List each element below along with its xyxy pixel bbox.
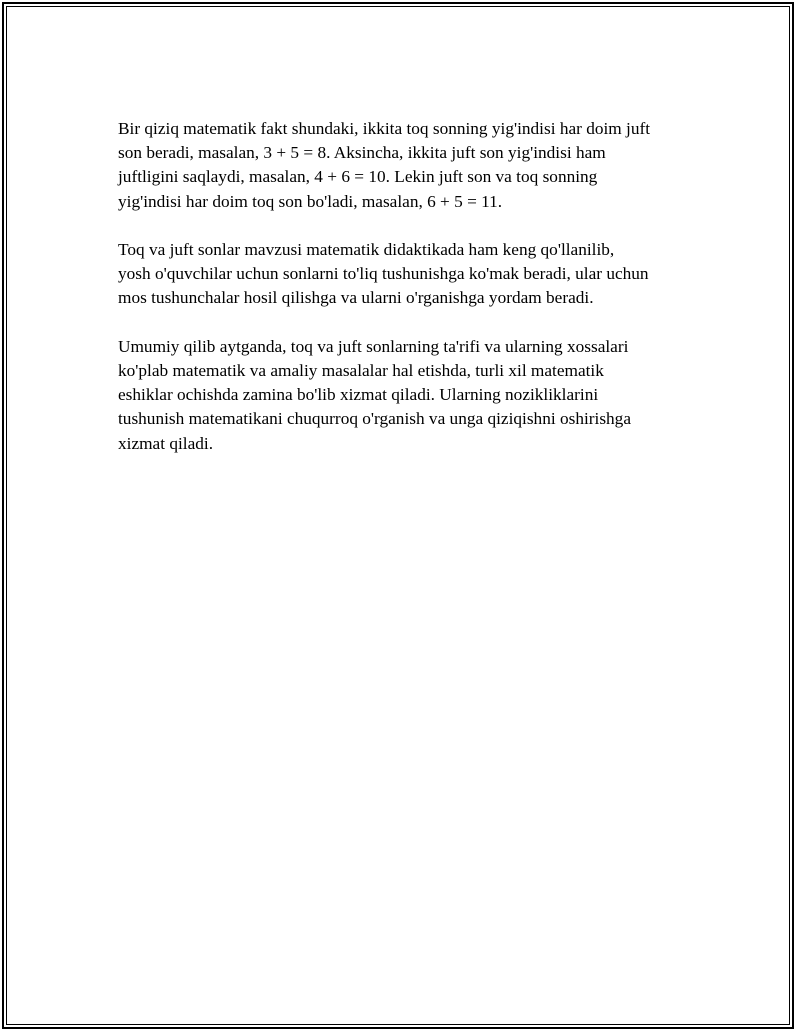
paragraph-line: Bir qiziq matematik fakt shundaki, ikkita toq sonning yig'indisi har doim juft <box>118 119 651 138</box>
paragraph-line: eshiklar ochishda zamina bo'lib xizmat qiladi. Ularning nozikliklarini <box>118 385 599 405</box>
paragraph-3 <box>118 335 698 456</box>
paragraph-line: son beradi, masalan, 3 + 5 = 8. Aksincha, ikkita juft son yig'indisi ham <box>118 143 606 163</box>
paragraph-line: Toq va juft sonlar mavzusi matematik didaktikada ham keng qo'llanilib, <box>118 240 615 259</box>
paragraph-line: yig'indisi har doim toq son bo'ladi, masalan, 6 + 5 = 11. <box>118 191 503 211</box>
paragraph-line: yosh o'quvchilar uchun sonlarni to'liq tushunishga ko'mak beradi, ular uchun <box>118 264 649 284</box>
document-body <box>118 117 698 480</box>
paragraph-line: juftligini saqlaydi, masalan, 4 + 6 = 10. Lekin juft son va toq sonning <box>118 167 598 187</box>
paragraph-line: Umumiy qilib aytganda, toq va juft sonlarning ta'rifi va ularning xossalari <box>118 336 629 356</box>
paragraph-2 <box>118 238 698 311</box>
paragraph-line: ko'plab matematik va amaliy masalalar hal etishda, turli xil matematik <box>118 361 604 380</box>
paragraph-line: mos tushunchalar hosil qilishga va ularni o'rganishga yordam beradi. <box>118 288 594 308</box>
paragraph-line: xizmat qiladi. <box>118 433 214 453</box>
paragraph-line: tushunish matematikani chuqurroq o'rganish va unga qiziqishni oshirishga <box>118 409 631 429</box>
paragraph-1 <box>118 117 698 214</box>
